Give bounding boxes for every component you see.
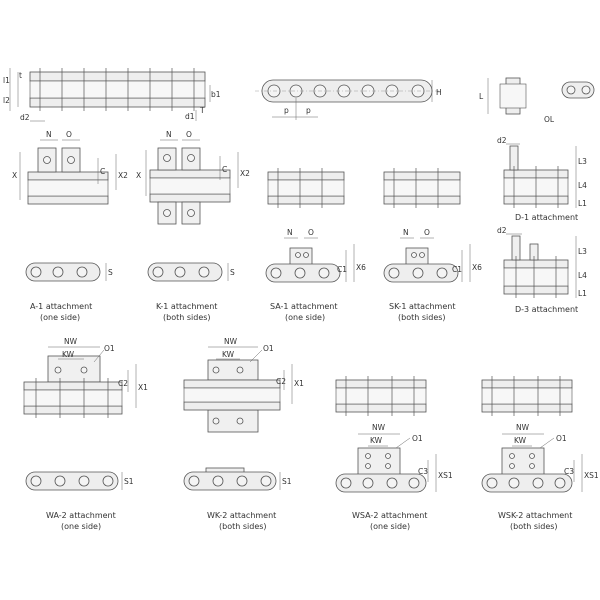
wk2-side-view: [184, 468, 280, 490]
wsa2-caption-2: (one side): [370, 522, 411, 531]
dim-p-1: p: [284, 106, 289, 115]
k1-top-view: [146, 140, 238, 224]
dim-L: L: [479, 92, 484, 101]
wsa2-dim-XS1: XS1: [438, 471, 453, 480]
sa1-side-view: [266, 238, 354, 282]
sk1-dim-N: N: [403, 228, 409, 237]
sk1-dim-O: O: [424, 228, 430, 237]
d1-dim-L3: L3: [578, 157, 587, 166]
wa2-side-view: [26, 472, 122, 490]
k1-dim-X: X: [136, 171, 142, 180]
a1-dim-S: S: [108, 268, 113, 277]
d1-dim-d2: d2: [497, 136, 507, 145]
dim-H: H: [436, 88, 442, 97]
dim-d2: d2: [20, 113, 30, 122]
d1-caption: D-1 attachment: [515, 213, 579, 222]
wa2-dim-S1: S1: [124, 477, 134, 486]
wk2-dim-C2: C2: [276, 377, 287, 386]
a1-caption-2: (one side): [40, 313, 81, 322]
wsa2-top-view: [336, 376, 426, 416]
wsk2-top-view: [482, 376, 572, 416]
wa2-caption-2: (one side): [61, 522, 102, 531]
k1-side-view: [148, 263, 228, 281]
wk2-dim-S1: S1: [282, 477, 292, 486]
wsk2-dim-NW: NW: [516, 423, 530, 432]
sa1-caption-2: (one side): [285, 313, 326, 322]
offset-link-view: [488, 78, 594, 114]
wa2-dim-C2: C2: [118, 379, 129, 388]
wsk2-dim-C3: C3: [564, 467, 575, 476]
sa1-dim-O: O: [308, 228, 314, 237]
dim-p-2: p: [306, 106, 311, 115]
wsa2-dim-O1: O1: [412, 434, 423, 443]
sk1-side-view: [384, 238, 470, 282]
dim-T: T: [200, 106, 205, 115]
wsk2-dim-O1: O1: [556, 434, 567, 443]
wk2-dim-KW: KW: [222, 350, 235, 359]
k1-dim-S: S: [230, 268, 235, 277]
wk2-dim-NW: NW: [224, 337, 238, 346]
k1-caption-2: (both sides): [163, 313, 211, 322]
a1-dim-C: C: [100, 167, 106, 176]
sa1-dim-X6: X6: [356, 263, 366, 272]
sa1-dim-N: N: [287, 228, 293, 237]
k1-dim-N: N: [166, 130, 172, 139]
d3-top-view: [504, 234, 576, 298]
dim-OL: OL: [544, 115, 555, 124]
d3-dim-L3: L3: [578, 247, 587, 256]
wa2-dim-KW: KW: [62, 350, 75, 359]
wsk2-side-view: [482, 434, 582, 492]
wsa2-caption-1: WSA-2 attachment: [352, 511, 428, 520]
d3-dim-L4: L4: [578, 271, 587, 280]
d1-dim-L1: L1: [578, 199, 587, 208]
sa1-caption-1: SA-1 attachment: [270, 302, 338, 311]
wa2-dim-O1: O1: [104, 344, 115, 353]
k1-dim-X2: X2: [240, 169, 250, 178]
wsk2-caption-1: WSK-2 attachment: [498, 511, 573, 520]
sk1-top-view: [384, 168, 460, 208]
wa2-dim-NW: NW: [64, 337, 78, 346]
wk2-caption-1: WK-2 attachment: [207, 511, 277, 520]
d1-top-view: [504, 144, 576, 208]
sk1-caption-2: (both sides): [398, 313, 446, 322]
sk1-dim-X6: X6: [472, 263, 482, 272]
wsa2-dim-KW: KW: [370, 436, 383, 445]
a1-dim-N: N: [46, 130, 52, 139]
sa1-dim-C1: C1: [337, 265, 348, 274]
k1-caption-1: K-1 attachment: [156, 302, 218, 311]
wa2-caption-1: WA-2 attachment: [46, 511, 116, 520]
k1-dim-C: C: [222, 165, 228, 174]
wk2-dim-X1: X1: [294, 379, 304, 388]
d3-dim-d2: d2: [497, 226, 507, 235]
dim-l2: l2: [3, 96, 10, 105]
d3-dim-L1: L1: [578, 289, 587, 298]
a1-side-view: [26, 263, 106, 281]
wk2-top-view: [184, 347, 292, 432]
d1-dim-L4: L4: [578, 181, 587, 190]
base-chain-side-view: [255, 80, 440, 120]
wk2-caption-2: (both sides): [219, 522, 267, 531]
dim-b1: b1: [211, 90, 221, 99]
wsk2-caption-2: (both sides): [510, 522, 558, 531]
wsk2-dim-KW: KW: [514, 436, 527, 445]
wsa2-dim-C3: C3: [418, 467, 429, 476]
wsa2-dim-NW: NW: [372, 423, 386, 432]
a1-caption-1: A-1 attachment: [30, 302, 93, 311]
wa2-dim-X1: X1: [138, 383, 148, 392]
a1-dim-X: X: [12, 171, 18, 180]
a1-dim-O: O: [66, 130, 72, 139]
dim-d1: d1: [185, 112, 195, 121]
sk1-dim-C1: C1: [452, 265, 463, 274]
d3-caption: D-3 attachment: [515, 305, 579, 314]
sk1-caption-1: SK-1 attachment: [389, 302, 456, 311]
dim-t: t: [19, 71, 22, 80]
wsk2-dim-XS1: XS1: [584, 471, 599, 480]
a1-dim-X2: X2: [118, 171, 128, 180]
wk2-dim-O1: O1: [263, 344, 274, 353]
base-chain-top-view: [10, 68, 210, 121]
k1-dim-O: O: [186, 130, 192, 139]
sa1-top-view: [268, 168, 344, 208]
dim-l1: l1: [3, 76, 10, 85]
